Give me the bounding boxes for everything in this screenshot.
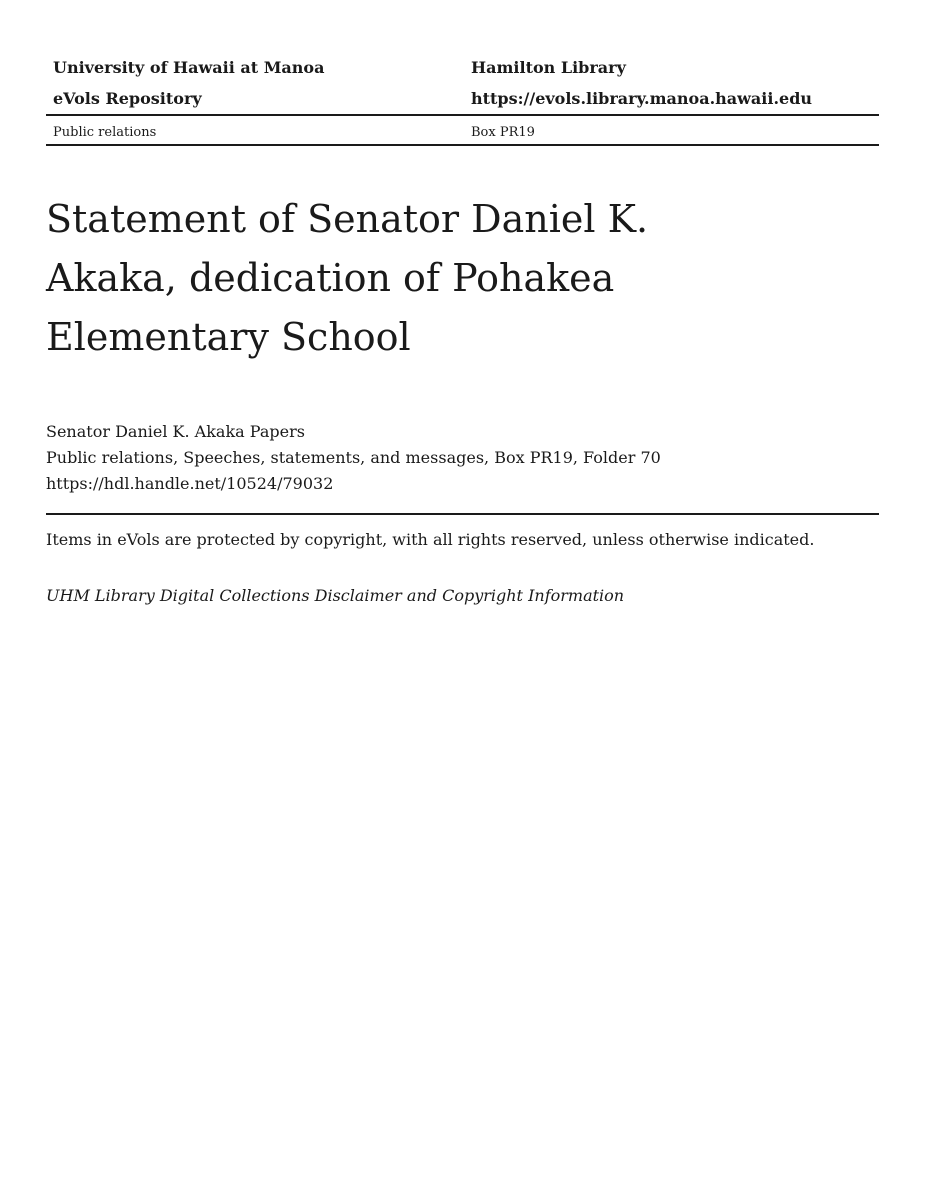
institution-name: University of Hawaii at Manoa [53, 58, 325, 77]
library-name: Hamilton Library [471, 58, 626, 77]
disclaimer-link[interactable]: UHM Library Digital Collections Disclaimer and Copyright Information [46, 586, 625, 605]
header-row-1 [46, 52, 879, 83]
repository-url[interactable]: https://evols.library.manoa.hawaii.edu [471, 89, 813, 108]
box-label: Box PR19 [471, 124, 535, 140]
folder-location: Public relations, Speeches, statements, and messages, Box PR19, Folder 70 [46, 448, 661, 467]
metadata-rule [46, 513, 879, 515]
header-row-3 [46, 116, 879, 144]
handle-link[interactable]: https://hdl.handle.net/10524/79032 [46, 474, 334, 493]
collection-name: Senator Daniel K. Akaka Papers [46, 422, 305, 441]
collection-series: Public relations [53, 124, 157, 140]
rights-statement: Items in eVols are protected by copyright, with all rights reserved, unless otherwise indicated. [46, 530, 815, 549]
header-bottom-rule [46, 144, 879, 146]
document-title: Statement of Senator Daniel K. Akaka, dedication of Pohakea Elementary School [46, 197, 649, 359]
header [46, 52, 879, 146]
repository-name: eVols Repository [53, 89, 202, 108]
header-row-2 [46, 83, 879, 114]
document-metadata [46, 419, 879, 497]
cover-page [46, 0, 879, 1200]
